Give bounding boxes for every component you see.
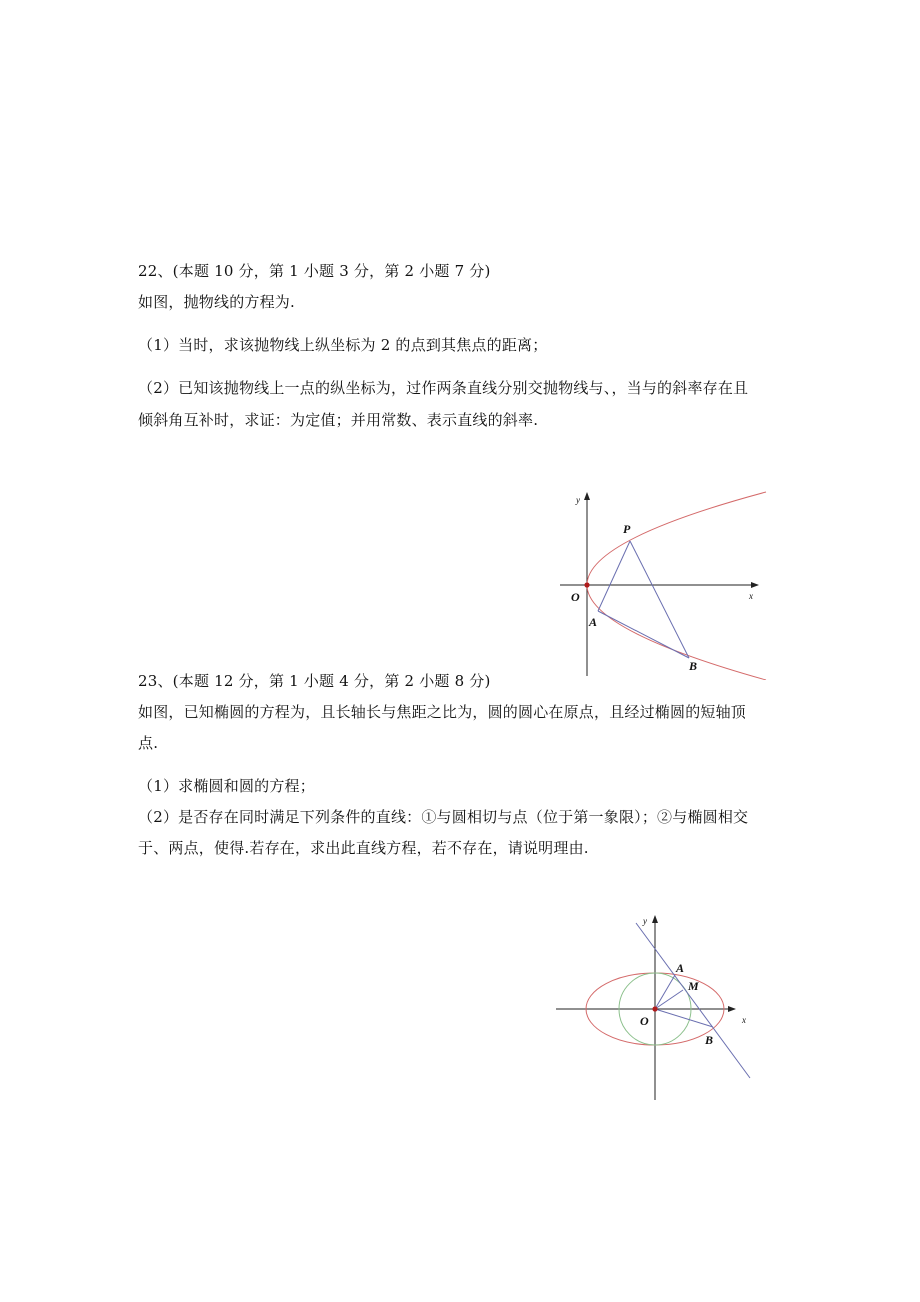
segment-oa bbox=[655, 975, 675, 1009]
parabola-figure bbox=[550, 485, 780, 680]
segment-ob bbox=[655, 1009, 713, 1027]
origin-label: O bbox=[640, 1014, 649, 1028]
q22-part1: （1）当时，求该抛物线上纵坐标为 2 的点到其焦点的距离； bbox=[138, 336, 548, 354]
x-axis-label: x bbox=[742, 1015, 746, 1025]
point-a-label: A bbox=[589, 615, 598, 629]
y-axis-label: y bbox=[576, 495, 580, 505]
q22-intro: 如图，抛物线的方程为. bbox=[138, 293, 295, 311]
q23-header: 23、(本题 12 分，第 1 小题 4 分，第 2 小题 8 分) bbox=[138, 672, 491, 690]
q22-part2-line1: （2）已知该抛物线上一点的纵坐标为，过作两条直线分别交抛物线与、，当与的斜率存在且 bbox=[138, 379, 749, 397]
q23-intro-line1: 如图，已知椭圆的方程为，且长轴长与焦距之比为，圆的圆心在原点，且经过椭圆的短轴顶 bbox=[138, 703, 747, 721]
point-a-label: A bbox=[676, 961, 685, 975]
q23-part1: （1）求椭圆和圆的方程； bbox=[138, 777, 315, 795]
point-b-label: B bbox=[705, 1033, 714, 1047]
q23-part2-line1: （2）是否存在同时满足下列条件的直线：①与圆相切与点（位于第一象限）；②与椭圆相交 bbox=[138, 808, 749, 826]
q22-header: 22、(本题 10 分，第 1 小题 3 分，第 2 小题 7 分) bbox=[138, 262, 491, 280]
x-axis-label: x bbox=[749, 591, 753, 601]
point-m-label: M bbox=[688, 979, 699, 993]
tangent-line bbox=[636, 923, 750, 1078]
origin-point bbox=[584, 582, 589, 587]
origin-label: O bbox=[571, 590, 580, 604]
segment-pb bbox=[630, 541, 689, 658]
segment-ab bbox=[598, 611, 689, 658]
segment-pa bbox=[598, 541, 630, 611]
segment-om bbox=[655, 990, 683, 1009]
q22-part2-line2: 倾斜角互补时，求证：为定值；并用常数、表示直线的斜率. bbox=[138, 411, 539, 429]
origin-point bbox=[652, 1006, 657, 1011]
point-p-label: P bbox=[623, 522, 631, 536]
q23-intro-line2: 点. bbox=[138, 734, 159, 752]
ellipse-figure bbox=[550, 908, 770, 1104]
y-axis-label: y bbox=[643, 916, 647, 926]
point-b-label: B bbox=[689, 659, 698, 673]
q23-part2-line2: 于、两点，使得.若存在，求出此直线方程，若不存在，请说明理由. bbox=[138, 839, 589, 857]
